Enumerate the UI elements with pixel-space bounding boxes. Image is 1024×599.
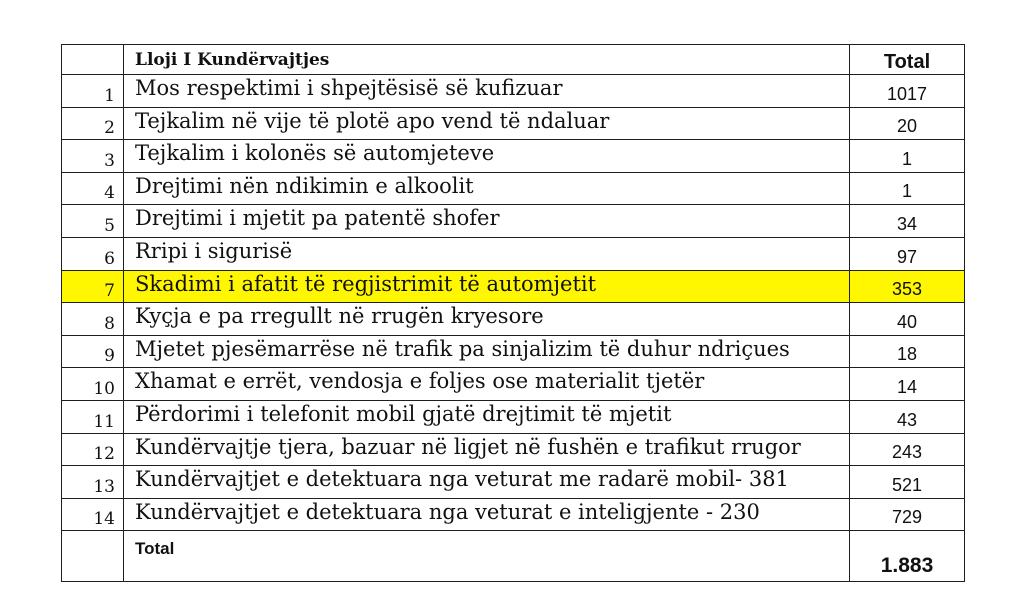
row-type-cell: Drejtimi i mjetit pa patentë shofer — [124, 205, 850, 238]
row-number-cell: 3 — [62, 140, 124, 173]
table-row — [62, 368, 965, 401]
row-total-cell: 521 — [850, 466, 965, 499]
row-type-cell: Kundërvajtjet e detektuara nga veturat e inteligjente - 230 — [124, 498, 850, 531]
row-type-cell: Tejkalim në vije të plotë apo vend të ndaluar — [124, 107, 850, 140]
row-type-cell: Mjetet pjesëmarrëse në trafik pa sinjalizim të duhur ndriçues — [124, 335, 850, 368]
row-type-cell: Kundërvajtje tjera, bazuar në ligjet në fushën e trafikut rrugor — [124, 433, 850, 466]
table-row — [62, 205, 965, 238]
row-total-cell: 14 — [850, 368, 965, 401]
row-total-cell: 43 — [850, 400, 965, 433]
table-row — [62, 466, 965, 499]
footer-total-cell: 1.883 — [850, 531, 965, 582]
row-total-cell: 34 — [850, 205, 965, 238]
row-total-cell: 729 — [850, 498, 965, 531]
row-total-cell: 1 — [850, 140, 965, 173]
row-number-cell: 4 — [62, 172, 124, 205]
table-row — [62, 140, 965, 173]
row-type-cell: Kyçja e pa rregullt në rrugën kryesore — [124, 303, 850, 336]
table-row — [62, 303, 965, 336]
row-total-cell: 18 — [850, 335, 965, 368]
table-row — [62, 335, 965, 368]
table-header-row — [62, 45, 965, 75]
row-type-cell: Drejtimi nën ndikimin e alkoolit — [124, 172, 850, 205]
row-total-cell: 1017 — [850, 75, 965, 108]
row-number-cell: 13 — [62, 466, 124, 499]
row-number-cell: 14 — [62, 498, 124, 531]
row-total-cell: 97 — [850, 237, 965, 270]
row-number-cell: 11 — [62, 400, 124, 433]
row-total-cell: 40 — [850, 303, 965, 336]
table-row — [62, 107, 965, 140]
row-number-cell: 8 — [62, 303, 124, 336]
row-number-cell: 10 — [62, 368, 124, 401]
table-row-highlighted — [62, 270, 965, 303]
table-row — [62, 172, 965, 205]
table-footer-row — [62, 531, 965, 582]
table-body — [62, 45, 965, 582]
row-number-cell: 6 — [62, 237, 124, 270]
table-row — [62, 400, 965, 433]
row-number-cell: 2 — [62, 107, 124, 140]
row-type-cell: Përdorimi i telefonit mobil gjatë drejtimit të mjetit — [124, 400, 850, 433]
row-type-cell: Tejkalim i kolonës së automjeteve — [124, 140, 850, 173]
table-row — [62, 75, 965, 108]
header-type-cell: Lloji I Kundërvajtjes — [124, 45, 850, 75]
row-type-cell: Skadimi i afatit të regjistrimit të automjetit — [124, 270, 850, 303]
header-number-cell — [62, 45, 124, 75]
row-type-cell: Xhamat e errët, vendosja e foljes ose materialit tjetër — [124, 368, 850, 401]
row-type-cell: Rripi i sigurisë — [124, 237, 850, 270]
header-total-cell: Total — [850, 45, 965, 75]
row-type-cell: Mos respektimi i shpejtësisë së kufizuar — [124, 75, 850, 108]
violations-table — [61, 44, 965, 582]
table-row — [62, 237, 965, 270]
row-number-cell: 9 — [62, 335, 124, 368]
row-total-cell: 1 — [850, 172, 965, 205]
row-total-cell: 20 — [850, 107, 965, 140]
table-row — [62, 433, 965, 466]
row-number-cell: 5 — [62, 205, 124, 238]
row-total-cell: 243 — [850, 433, 965, 466]
row-number-cell: 1 — [62, 75, 124, 108]
row-number-cell: 7 — [62, 270, 124, 303]
row-type-cell: Kundërvajtjet e detektuara nga veturat me radarë mobil- 381 — [124, 466, 850, 499]
footer-empty-cell — [62, 531, 124, 582]
row-number-cell: 12 — [62, 433, 124, 466]
footer-label-cell: Total — [124, 531, 850, 582]
row-total-cell: 353 — [850, 270, 965, 303]
table-row — [62, 498, 965, 531]
